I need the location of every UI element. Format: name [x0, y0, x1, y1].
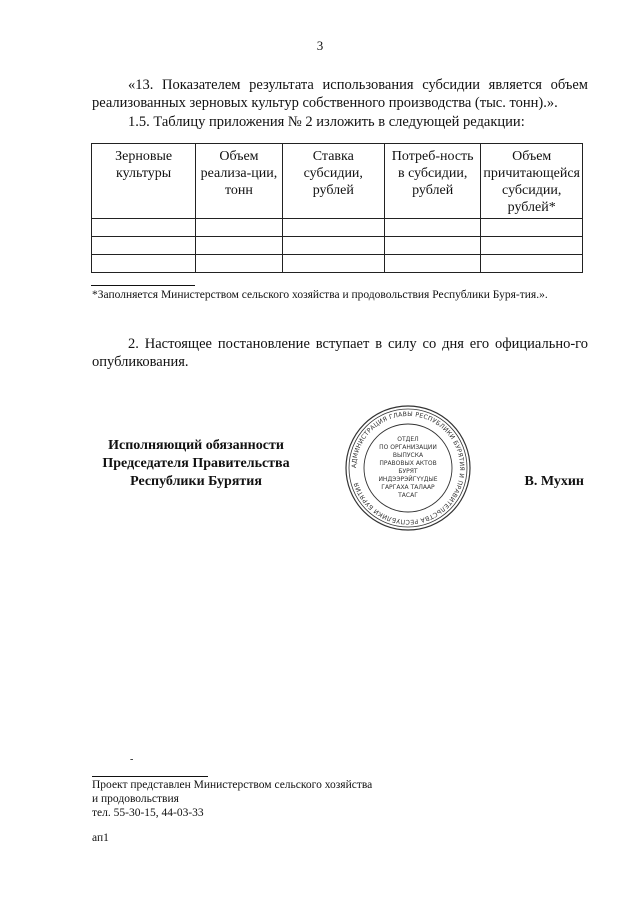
table-cell [384, 237, 480, 255]
table-cell [196, 237, 282, 255]
table-cell [384, 219, 480, 237]
stamp-center-line: ИНДЭЭРЭЙГҮҮДЫЕ [378, 476, 438, 483]
stamp-center-line: ВЫПУСКА [392, 452, 424, 459]
table-cell [92, 237, 196, 255]
stamp-center-line: ПРАВОВЫХ АКТОВ [379, 460, 437, 467]
table-cell [282, 255, 384, 273]
small-mark: - [130, 754, 134, 765]
footnote-divider [91, 285, 195, 286]
official-stamp [343, 403, 473, 533]
table-cell [282, 237, 384, 255]
table-cell [481, 237, 583, 255]
paragraph-1-5: 1.5. Таблицу приложения № 2 изложить в следующей редакции: [128, 114, 525, 130]
page-number: 3 [316, 38, 324, 53]
stamp-center-line: ОТДЕЛ [397, 436, 419, 443]
table-row [92, 237, 583, 255]
document-code: ап1 [92, 832, 109, 844]
prepared-by-note [92, 778, 372, 820]
stamp-center-line: ГАРГАХА ТАЛААР [381, 484, 435, 491]
header-subsidy-rate: Ставка субсидии, рублей [282, 144, 384, 219]
table-cell [92, 219, 196, 237]
signatory-title [88, 437, 304, 491]
signatory-title-line: Республики Бурятия [130, 474, 262, 489]
table-header-row [92, 144, 583, 219]
header-grain-crops: Зерновые культуры [92, 144, 196, 219]
stamp-center-line: ПО ОРГАНИЗАЦИИ [379, 444, 437, 451]
signatory-title-line: Председателя Правительства [102, 456, 290, 471]
table-cell [92, 255, 196, 273]
prepared-by-line: Проект представлен Министерством сельского хозяйства [92, 779, 373, 791]
footnote: *Заполняется Министерством сельского хозяйства и продовольствия Республики Буря-тия.». [92, 289, 548, 301]
table-cell [481, 219, 583, 237]
stamp-ring-text: АДМИНИСТРАЦИЯ ГЛАВЫ РЕСПУБЛИКИ БУРЯТИЯ И ПРАВИТЕЛЬСТВА РЕСПУБЛИКИ БУРЯТИЯ [350, 410, 466, 526]
table-cell [282, 219, 384, 237]
stamp-center-line: БУРЯТ [398, 468, 418, 475]
header-sales-volume: Объем реализа-ции, тонн [196, 144, 282, 219]
bottom-divider [92, 776, 208, 777]
paragraph-13: «13. Показателем результата использования субсидии является объем реализованных зерновых культур собственного производства (тыс. тонн).». [92, 77, 588, 111]
table-cell [196, 219, 282, 237]
table-row [92, 219, 583, 237]
header-subsidy-need: Потреб-ность в субсидии, рублей [384, 144, 480, 219]
prepared-by-line: и продовольствия [92, 793, 179, 805]
phone-line: тел. 55-30-15, 44-03-33 [92, 807, 204, 819]
signatory-title-line: Исполняющий обязанности [108, 438, 284, 453]
stamp-center-line: ТАСАГ [398, 492, 418, 499]
table-cell [196, 255, 282, 273]
table-row [92, 255, 583, 273]
header-due-subsidy: Объем причитающейся субсидии, рублей* [481, 144, 583, 219]
subsidy-table [91, 143, 583, 273]
signatory-name: В. Мухин [524, 474, 584, 489]
table-cell [481, 255, 583, 273]
paragraph-2: 2. Настоящее постановление вступает в силу со дня его официально-го опубликования. [92, 336, 588, 370]
table-cell [384, 255, 480, 273]
